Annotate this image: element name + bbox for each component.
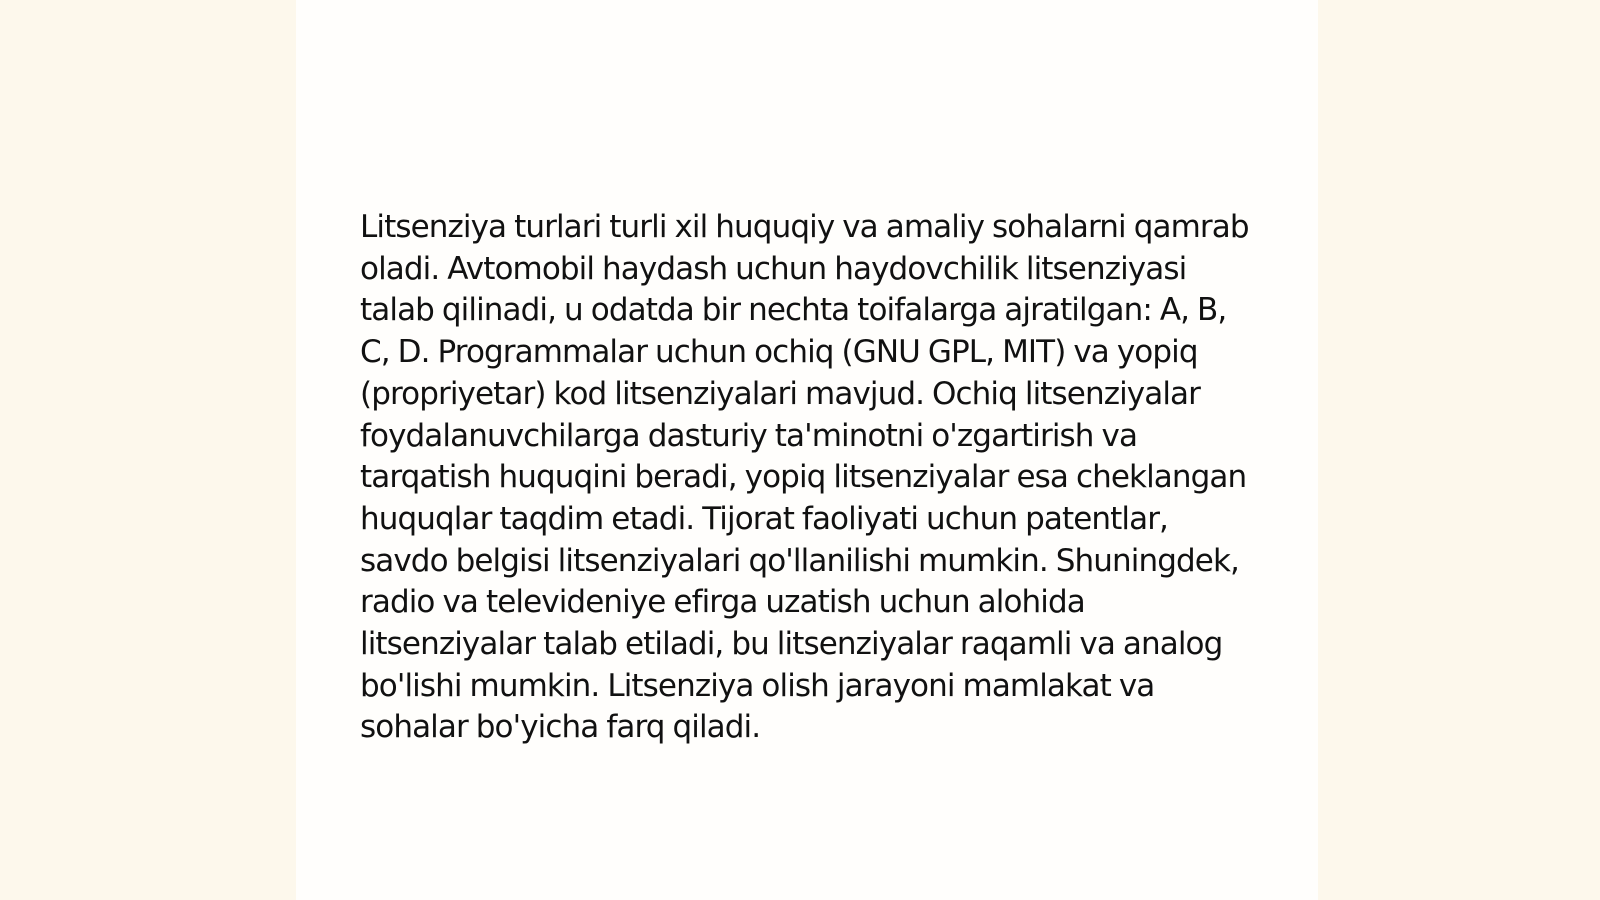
body-paragraph: Litsenziya turlari turli xil huquqiy va amaliy sohalarni qamrab oladi. Avtomobil haydash uchun haydovchilik litsenziyasi talab qilinadi, u odatda bir nechta toifalarga ajratilgan: A, B, C, D. Programmalar uchun ochiq (GNU GPL, MIT) va yopiq (propriyetar) kod litsenziyalari mavjud. Ochiq litsenziyalar foydalanuvchilarga dasturiy ta'minotni o'zgartirish va tarqatish huquqini beradi, yopiq litsenziyalar esa cheklangan huquqlar taqdim etadi. Tijorat faoliyati uchun patentlar, savdo belgisi litsenziyalari qo'llanilishi mumkin. Shuningdek, radio va televideniye efirga uzatish uchun alohida litsenziyalar talab etiladi, bu litsenziyalar raqamli va analog bo'lishi mumkin. Litsenziya olish jarayoni mamlakat va sohalar bo'yicha farq qiladi. (360, 209, 1249, 746)
document-page (296, 0, 1318, 900)
